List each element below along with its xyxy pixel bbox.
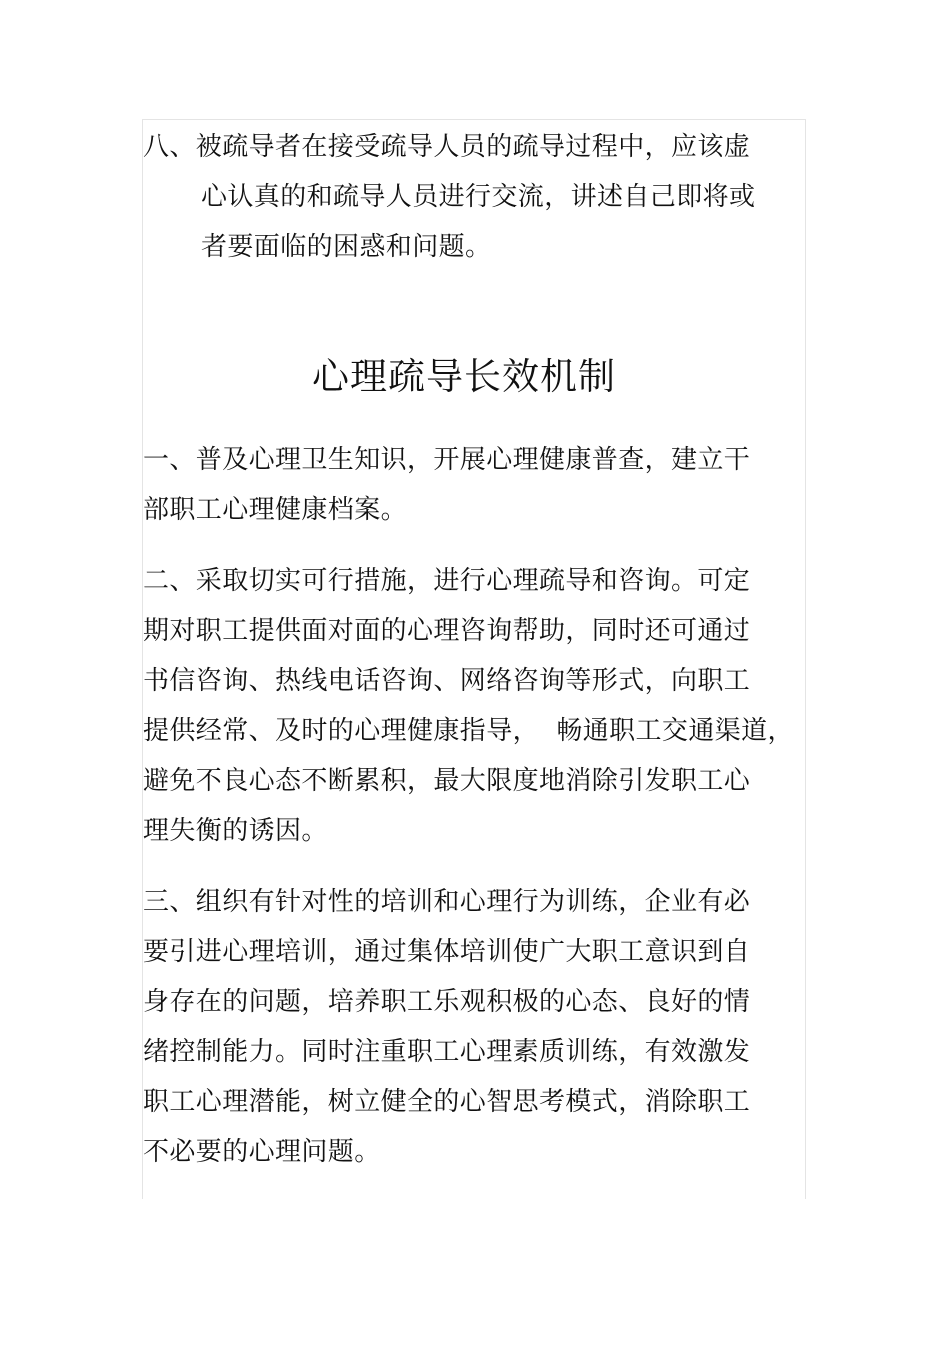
paragraph-line: 要引进心理培训，通过集体培训使广大职工意识到自 — [143, 937, 751, 967]
paragraph-line: 三、组织有针对性的培训和心理行为训练，企业有必 — [143, 887, 751, 917]
paragraph-line: 期对职工提供面对面的心理咨询帮助，同时还可通过 — [143, 616, 751, 646]
paragraph-line: 书信咨询、热线电话咨询、网络咨询等形式，向职工 — [143, 666, 751, 696]
section-title: 心理疏导长效机制 — [312, 355, 616, 398]
item-eight-line: 心认真的和疏导人员进行交流，讲述自己即将或 — [201, 182, 756, 212]
paragraph-line: 避免不良心态不断累积，最大限度地消除引发职工心 — [143, 766, 751, 796]
paragraph-line: 部职工心理健康档案。 — [143, 495, 408, 525]
paragraph-line: 一、普及心理卫生知识，开展心理健康普查，建立干 — [143, 445, 751, 475]
paragraph-line: 绪控制能力。同时注重职工心理素质训练，有效激发 — [143, 1037, 751, 1067]
paragraph-line: 理失衡的诱因。 — [143, 816, 328, 846]
paragraph-line: 提供经常、及时的心理健康指导， 畅通职工交通渠道， — [143, 716, 794, 746]
item-eight-line: 者要面临的困惑和问题。 — [201, 232, 492, 262]
paragraph-line: 不必要的心理问题。 — [143, 1137, 381, 1167]
item-eight-line: 八、被疏导者在接受疏导人员的疏导过程中，应该虚 — [143, 132, 751, 162]
paragraph-line: 二、采取切实可行措施，进行心理疏导和咨询。可定 — [143, 566, 751, 596]
paragraph-line: 身存在的问题，培养职工乐观积极的心态、良好的情 — [143, 987, 751, 1017]
paragraph-line: 职工心理潜能，树立健全的心智思考模式，消除职工 — [143, 1087, 751, 1117]
